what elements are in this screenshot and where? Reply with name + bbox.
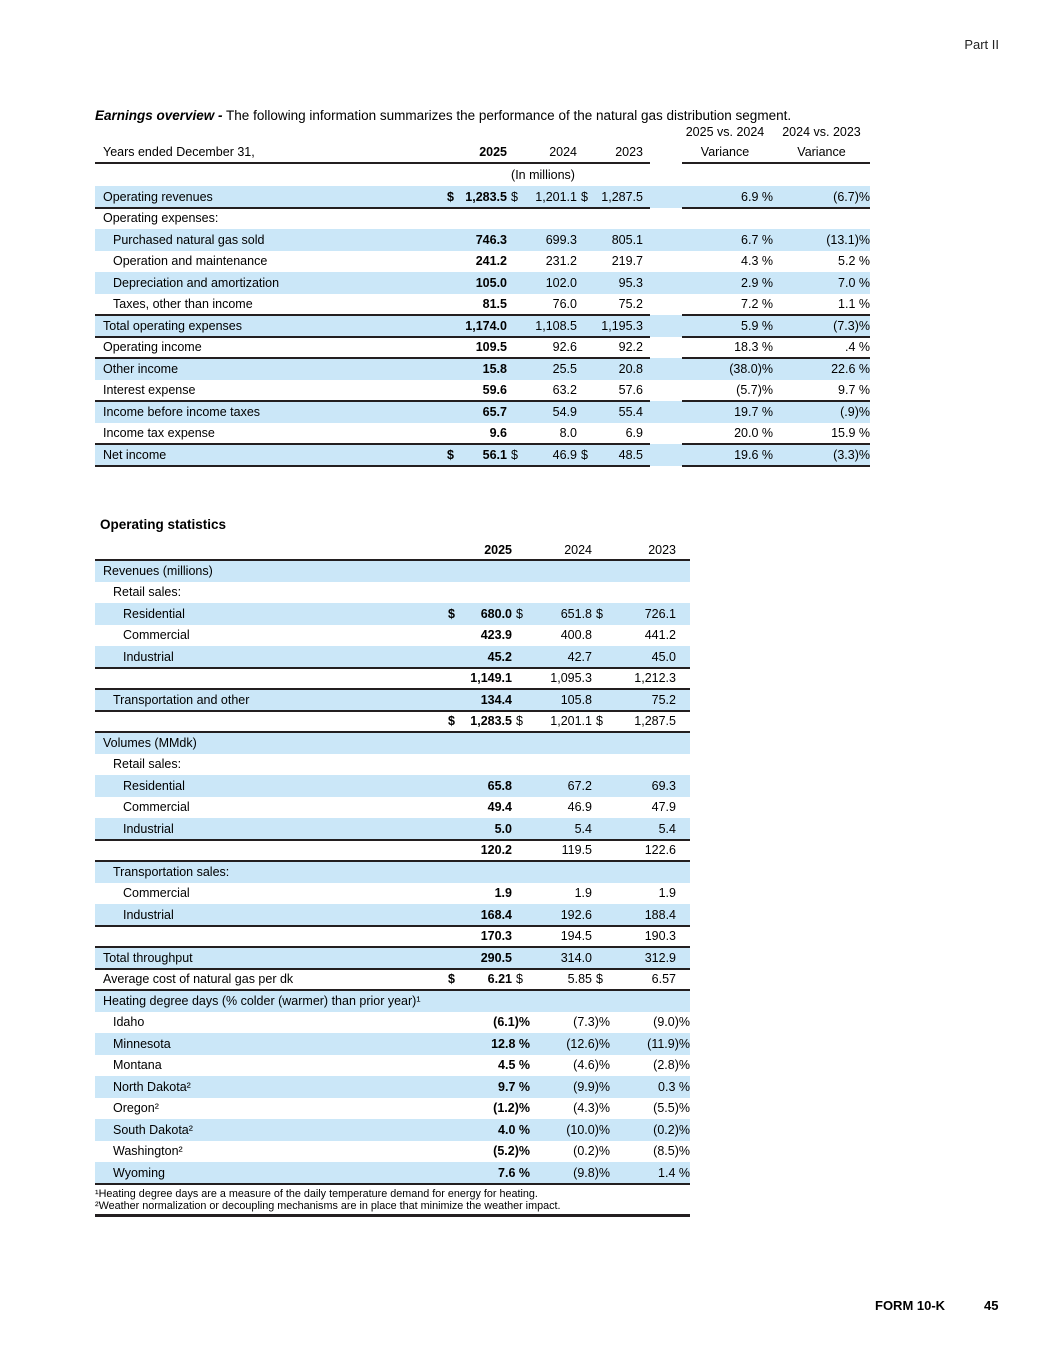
value-2025: 746.3 (475, 232, 507, 247)
variance-value-2: 9.7 % (838, 383, 870, 398)
stats-table-row (95, 904, 690, 926)
row-label: Income before income taxes (103, 404, 261, 419)
stats-year-header-2024: 2024 (564, 543, 592, 557)
row-label: Minnesota (113, 1036, 171, 1051)
value-2025: 120.2 (480, 843, 512, 858)
value-2024: 92.6 (552, 340, 577, 355)
intro-lead: Earnings overview - (95, 107, 223, 123)
value-2025: 56.1 (482, 447, 507, 462)
earnings-table-row (95, 251, 870, 273)
variance-value-1: 19.6 % (734, 447, 773, 462)
dollar-sign: $ (448, 714, 455, 729)
value-2023: 75.2 (618, 297, 643, 312)
value-2023: 441.2 (644, 628, 676, 643)
variance-value-2: (7.3)% (833, 318, 870, 333)
row-label: Commercial (123, 886, 190, 901)
value-2025: 105.0 (475, 275, 507, 290)
earnings-table (95, 122, 870, 466)
stats-table-row (95, 625, 690, 647)
dollar-sign: $ (448, 972, 455, 987)
dollar-sign: $ (581, 447, 588, 462)
operating-statistics-table (95, 540, 690, 1216)
row-label: Interest expense (103, 383, 196, 398)
pct-value-2024: (0.2)% (573, 1144, 610, 1159)
value-2025: 59.6 (482, 383, 507, 398)
pct-value-2023: (11.9)% (647, 1036, 690, 1051)
variance-column-header-2: Variance (797, 145, 846, 159)
year-column-header-2023: 2023 (615, 145, 643, 159)
value-2023: 20.8 (618, 361, 643, 376)
value-2023: 47.9 (651, 800, 676, 815)
value-2024: 699.3 (545, 232, 577, 247)
stats-table-body (95, 560, 690, 1184)
row-label: Purchased natural gas sold (113, 232, 265, 247)
pct-value-2025: 7.6 % (498, 1165, 530, 1180)
stats-table-row (95, 947, 690, 969)
row-label: Depreciation and amortization (113, 275, 280, 290)
row-label: Washington² (113, 1144, 183, 1159)
dollar-sign: $ (581, 189, 588, 204)
variance-value-2: (3.3)% (833, 447, 870, 462)
row-label: Industrial (123, 649, 174, 664)
row-label: Transportation and other (113, 692, 250, 707)
intro-text: The following information summarizes the performance of the natural gas distribution segment. (222, 107, 792, 123)
pct-value-2023: (5.5)% (653, 1101, 690, 1116)
value-2023: 1,287.5 (634, 714, 676, 729)
value-2024: 67.2 (567, 778, 592, 793)
variance-value-2: (13.1)% (826, 232, 870, 247)
value-2025: 6.21 (487, 972, 512, 987)
stats-table-row (95, 1033, 690, 1055)
value-2024: 25.5 (552, 361, 577, 376)
dollar-sign: $ (447, 447, 454, 462)
stats-table-row (95, 990, 690, 1012)
dollar-sign: $ (516, 972, 523, 987)
earnings-table-body (95, 186, 870, 466)
value-2025: 168.4 (480, 907, 512, 922)
variance-group-header-1: 2025 vs. 2024 (685, 124, 765, 139)
stats-table-row (95, 1012, 690, 1034)
pct-value-2025: 4.5 % (498, 1058, 530, 1073)
pct-value-2023: (0.2)% (653, 1122, 690, 1137)
variance-value-1: 19.7 % (734, 404, 773, 419)
variance-value-1: 5.9 % (741, 318, 773, 333)
value-2024: 651.8 (560, 606, 592, 621)
value-2025: 134.4 (480, 692, 512, 707)
stats-table-row (95, 1076, 690, 1098)
value-2024: 194.5 (560, 929, 592, 944)
stats-table-row (95, 668, 690, 690)
value-2024: 105.8 (560, 692, 592, 707)
variance-value-2: (6.7)% (833, 189, 870, 204)
row-label: Residential (123, 606, 185, 621)
footnote-1: ¹Heating degree days are a measure of the daily temperature demand for energy for heating. (95, 1187, 538, 1200)
variance-value-1: 18.3 % (734, 340, 773, 355)
value-2025: 9.6 (489, 426, 507, 441)
row-label: South Dakota² (113, 1122, 193, 1137)
earnings-table-row (95, 380, 870, 402)
value-2024: 54.9 (552, 404, 577, 419)
earnings-year-header-row (95, 141, 870, 163)
stats-table-row (95, 754, 690, 776)
row-label: Operating expenses: (103, 211, 219, 226)
value-2023: 95.3 (618, 275, 643, 290)
variance-value-1: 20.0 % (734, 426, 773, 441)
value-2024: 314.0 (560, 950, 592, 965)
pct-value-2023: 1.4 % (658, 1165, 690, 1180)
stats-table-row (95, 689, 690, 711)
pct-value-2024: (10.0)% (566, 1122, 610, 1137)
variance-group-header-row (95, 122, 870, 141)
value-2023: 92.2 (618, 340, 643, 355)
stats-table-row (95, 1055, 690, 1077)
value-2025: 81.5 (482, 297, 507, 312)
dollar-sign: $ (511, 447, 518, 462)
value-2024: 42.7 (567, 649, 592, 664)
stats-table-row (95, 560, 690, 582)
value-2023: 48.5 (618, 447, 643, 462)
stats-table-row (95, 732, 690, 754)
row-label: Retail sales: (113, 757, 182, 772)
stats-table-row (95, 711, 690, 733)
dollar-sign: $ (516, 714, 523, 729)
earnings-table-row (95, 423, 870, 445)
earnings-table-row (95, 444, 870, 466)
pct-value-2024: (12.6)% (566, 1036, 610, 1051)
value-2023: 69.3 (651, 778, 676, 793)
value-2024: 1.9 (574, 886, 592, 901)
row-label: Other income (103, 361, 179, 376)
stats-year-header-row (95, 540, 690, 560)
row-label: North Dakota² (113, 1079, 191, 1094)
row-label: Net income (103, 447, 167, 462)
earnings-table-row (95, 229, 870, 251)
dollar-sign: $ (447, 189, 454, 204)
value-2024: 46.9 (552, 447, 577, 462)
value-2025: 65.8 (487, 778, 512, 793)
value-2025: 65.7 (482, 404, 507, 419)
value-2023: 219.7 (611, 254, 643, 269)
years-ended-header: Years ended December 31, (103, 145, 255, 159)
value-2023: 6.9 (625, 426, 643, 441)
earnings-table-row (95, 315, 870, 337)
value-2023: 57.6 (618, 383, 643, 398)
pct-value-2024: (9.9)% (573, 1079, 610, 1094)
row-label: Volumes (MMdk) (103, 735, 197, 750)
stats-table-row (95, 582, 690, 604)
footer-page-number: 45 (984, 1298, 999, 1313)
stats-table-row (95, 840, 690, 862)
row-label: Industrial (123, 907, 174, 922)
row-label: Total throughput (103, 950, 193, 965)
value-2025: 49.4 (487, 800, 512, 815)
value-2023: 45.0 (651, 649, 676, 664)
row-label: Wyoming (113, 1165, 165, 1180)
footer-form-label: FORM 10-K (875, 1298, 946, 1313)
earnings-section-row (95, 208, 870, 230)
dollar-sign: $ (448, 606, 455, 621)
stats-table-row (95, 1119, 690, 1141)
row-label: Heating degree days (% colder (warmer) than prior year)¹ (103, 993, 421, 1008)
variance-value-2: 22.6 % (831, 361, 870, 376)
stats-table-row (95, 603, 690, 625)
stats-table-row (95, 818, 690, 840)
pct-value-2025: (6.1)% (493, 1015, 530, 1030)
row-label: Idaho (113, 1015, 145, 1030)
value-2024: 192.6 (560, 907, 592, 922)
value-2024: 76.0 (552, 297, 577, 312)
part-label: Part II (964, 37, 999, 52)
value-2023: 312.9 (644, 950, 676, 965)
value-2025: 1.9 (494, 886, 512, 901)
value-2023: 6.57 (651, 972, 676, 987)
value-2023: 1,195.3 (601, 318, 643, 333)
value-2023: 122.6 (644, 843, 676, 858)
year-column-header-2025: 2025 (479, 145, 507, 159)
stats-table-row (95, 861, 690, 883)
dollar-sign: $ (516, 606, 523, 621)
intro-paragraph (95, 107, 975, 124)
value-2024: 63.2 (552, 383, 577, 398)
variance-value-2: 1.1 % (838, 297, 870, 312)
footnote-2: ²Weather normalization or decoupling mechanisms are in place that minimize the weather impact. (95, 1200, 561, 1212)
value-2025: 170.3 (480, 929, 512, 944)
value-2025: 1,283.5 (470, 714, 512, 729)
pct-value-2024: (4.6)% (573, 1058, 610, 1073)
variance-value-1: 6.7 % (741, 232, 773, 247)
earnings-table-row (95, 294, 870, 316)
value-2024: 102.0 (545, 275, 577, 290)
value-2023: 55.4 (618, 404, 643, 419)
value-2024: 8.0 (559, 426, 577, 441)
value-2023: 190.3 (644, 929, 676, 944)
value-2024: 5.85 (567, 972, 592, 987)
pct-value-2023: (2.8)% (653, 1058, 690, 1073)
earnings-table-row (95, 272, 870, 294)
variance-value-2: (.9)% (840, 404, 870, 419)
value-2024: 119.5 (561, 843, 592, 858)
variance-value-2: .4 % (844, 340, 870, 355)
variance-value-2: 5.2 % (838, 254, 870, 269)
pct-value-2025: 4.0 % (498, 1122, 530, 1137)
value-2023: 1,287.5 (601, 189, 643, 204)
operating-statistics-title: Operating statistics (100, 517, 227, 532)
row-label: Operating income (103, 340, 202, 355)
stats-table-row (95, 1098, 690, 1120)
value-2025: 241.2 (475, 254, 507, 269)
pct-value-2025: (5.2)% (493, 1144, 530, 1159)
pct-value-2024: (7.3)% (573, 1015, 610, 1030)
value-2025: 1,283.5 (465, 189, 507, 204)
variance-value-1: 7.2 % (741, 297, 773, 312)
pct-value-2024: (9.8)% (573, 1165, 610, 1180)
value-2024: 1,201.1 (550, 714, 592, 729)
stats-table-row (95, 1162, 690, 1184)
dollar-sign: $ (596, 972, 603, 987)
value-2025: 15.8 (482, 361, 507, 376)
variance-value-2: 7.0 % (838, 275, 870, 290)
value-2023: 188.4 (644, 907, 676, 922)
row-label: Commercial (123, 800, 190, 815)
value-2024: 5.4 (574, 821, 592, 836)
row-label: Transportation sales: (113, 864, 230, 879)
value-2023: 1,212.3 (634, 671, 676, 686)
value-2025: 680.0 (480, 606, 512, 621)
stats-table-row (95, 883, 690, 905)
variance-column-header-1: Variance (700, 145, 750, 159)
stats-year-header-2023: 2023 (648, 543, 676, 557)
earnings-table-row (95, 358, 870, 380)
pct-value-2025: 12.8 % (491, 1036, 530, 1051)
value-2024: 400.8 (560, 628, 592, 643)
stats-table-row (95, 646, 690, 668)
footnotes (95, 1184, 690, 1216)
row-label: Income tax expense (103, 426, 215, 441)
value-2025: 45.2 (487, 649, 512, 664)
value-2025: 5.0 (494, 821, 512, 836)
row-label: Total operating expenses (103, 318, 242, 333)
value-2023: 5.4 (658, 821, 676, 836)
pct-value-2024: (4.3)% (573, 1101, 610, 1116)
year-column-header-2024: 2024 (549, 145, 577, 159)
row-label: Industrial (123, 821, 174, 836)
stats-year-header-2025: 2025 (484, 543, 512, 557)
value-2024: 1,095.3 (550, 671, 592, 686)
value-2025: 109.5 (475, 340, 507, 355)
earnings-table-row (95, 401, 870, 423)
dollar-sign: $ (596, 606, 603, 621)
stats-table-row (95, 1141, 690, 1163)
value-2025: 290.5 (480, 950, 512, 965)
row-label: Taxes, other than income (113, 297, 253, 312)
stats-table-row (95, 797, 690, 819)
value-2024: 1,201.1 (535, 189, 577, 204)
pct-value-2023: (8.5)% (653, 1144, 690, 1159)
value-2023: 726.1 (644, 606, 676, 621)
row-label: Retail sales: (113, 585, 182, 600)
value-2023: 1.9 (658, 886, 676, 901)
value-2024: 1,108.5 (535, 318, 577, 333)
dollar-sign: $ (511, 189, 518, 204)
row-label: Residential (123, 778, 185, 793)
value-2025: 1,174.0 (465, 318, 507, 333)
value-2024: 231.2 (545, 254, 577, 269)
variance-value-1: 2.9 % (741, 275, 773, 290)
pct-value-2023: 0.3 % (658, 1079, 690, 1094)
row-label: Operating revenues (103, 189, 213, 204)
variance-value-1: 6.9 % (741, 189, 773, 204)
value-2025: 1,149.1 (470, 671, 512, 686)
row-label: Revenues (millions) (103, 563, 213, 578)
variance-value-2: 15.9 % (831, 426, 870, 441)
variance-group-header-2: 2024 vs. 2023 (782, 124, 861, 139)
variance-value-1: 4.3 % (741, 254, 773, 269)
units-note-row (95, 163, 870, 186)
value-2023: 75.2 (651, 692, 676, 707)
stats-table-row (95, 926, 690, 948)
in-millions-note: (In millions) (511, 167, 575, 182)
stats-table-row (95, 775, 690, 797)
earnings-table-row (95, 337, 870, 359)
row-label: Commercial (123, 628, 190, 643)
dollar-sign: $ (596, 714, 603, 729)
pct-value-2023: (9.0)% (653, 1015, 690, 1030)
value-2023: 805.1 (611, 232, 643, 247)
row-label: Oregon² (113, 1101, 159, 1116)
pct-value-2025: (1.2)% (493, 1101, 530, 1116)
value-2024: 46.9 (567, 800, 592, 815)
pct-value-2025: 9.7 % (498, 1079, 530, 1094)
row-label: Montana (113, 1058, 162, 1073)
stats-table-row (95, 969, 690, 991)
row-label: Operation and maintenance (113, 254, 268, 269)
value-2025: 423.9 (480, 628, 512, 643)
variance-value-1: (5.7)% (736, 383, 773, 398)
row-label: Average cost of natural gas per dk (103, 972, 294, 987)
variance-value-1: (38.0)% (729, 361, 773, 376)
earnings-table-row (95, 186, 870, 208)
